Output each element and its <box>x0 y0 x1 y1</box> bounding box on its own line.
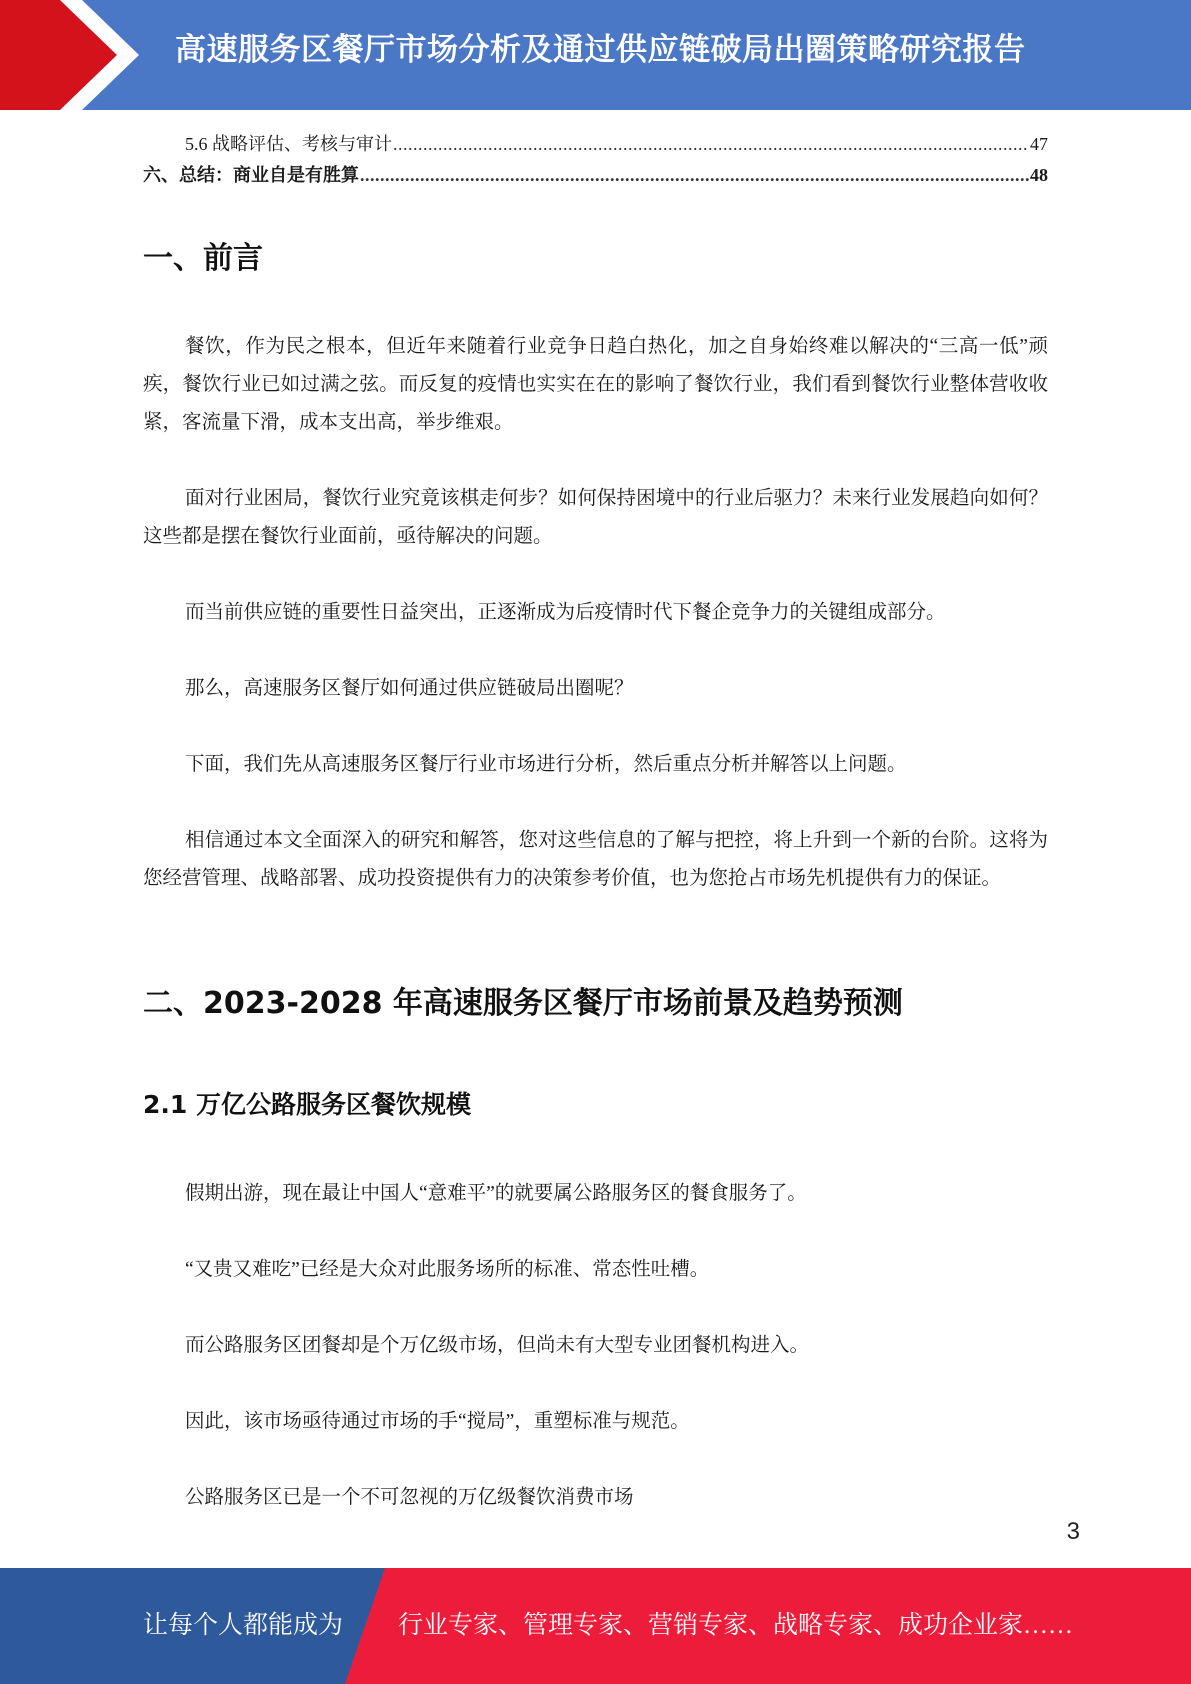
toc-entry[interactable] <box>143 130 1048 161</box>
section-heading-forecast: 二、2023-2028 年高速服务区餐厅市场前景及趋势预测 <box>143 986 903 1021</box>
body-paragraph: “又贵又难吃”已经是大众对此服务场所的标准、常态性吐槽。 <box>185 1259 710 1280</box>
toc-entry-label: 5.6 战略评估、考核与审计 <box>185 134 392 154</box>
page-footer <box>0 1568 1191 1684</box>
page-number: 3 <box>1066 1518 1080 1545</box>
intro-paragraph: 下面，我们先从高速服务区餐厅行业市场进行分析，然后重点分析并解答以上问题。 <box>185 754 907 775</box>
body-paragraph: 因此，该市场亟待通过市场的手“搅局”，重塑标准与规范。 <box>185 1411 690 1432</box>
intro-paragraph: 而当前供应链的重要性日益突出，正逐渐成为后疫情时代下餐企竞争力的关键组成部分。 <box>185 602 946 623</box>
toc-entry-page: 48 <box>1030 165 1048 185</box>
body-paragraph: 而公路服务区团餐却是个万亿级市场，但尚未有大型专业团餐机构进入。 <box>185 1335 810 1356</box>
subsection-heading: 2.1 万亿公路服务区餐饮规模 <box>143 1090 471 1119</box>
footer-slogan-left: 让每个人都能成为 <box>143 1612 344 1639</box>
toc-leader-dots <box>360 165 1029 186</box>
intro-paragraph: 面对行业困局，餐饮行业究竟该棋走何步？如何保持困境中的行业后驱力？未来行业发展趋向如何？这些都是摆在餐饮行业面前，亟待解决的问题。 <box>143 488 1048 547</box>
toc-leader-dots <box>393 134 1029 155</box>
footer-slogan-right: 行业专家、管理专家、营销专家、战略专家、成功企业家…… <box>398 1612 1074 1639</box>
intro-paragraph: 餐饮，作为民之根本，但近年来随着行业竞争日趋白热化，加之自身始终难以解决的“三高一低”顽疾，餐饮行业已如过满之弦。而反复的疫情也实实在在的影响了餐饮行业，我们看到餐饮行业整体营收收紧，客流量下滑，成本支出高，举步维艰。 <box>143 336 1048 433</box>
header-arrow-decoration <box>0 0 160 110</box>
report-title: 高速服务区餐厅市场分析及通过供应链破局出圈策略研究报告 <box>175 32 1026 68</box>
toc-entry-page: 47 <box>1030 134 1048 154</box>
intro-paragraph: 那么，高速服务区餐厅如何通过供应链破局出圈呢？ <box>185 678 634 699</box>
toc-entry[interactable] <box>143 161 1048 192</box>
body-paragraph: 公路服务区已是一个不可忽视的万亿级餐饮消费市场 <box>185 1487 634 1508</box>
page-header <box>0 0 1191 110</box>
body-paragraph: 假期出游，现在最让中国人“意难平”的就要属公路服务区的餐食服务了。 <box>185 1183 807 1204</box>
section-heading-intro: 一、前言 <box>143 241 263 276</box>
table-of-contents <box>143 130 1048 192</box>
toc-entry-label: 六、总结：商业自是有胜算 <box>143 165 359 185</box>
intro-paragraph: 相信通过本文全面深入的研究和解答，您对这些信息的了解与把控，将上升到一个新的台阶。这将为您经营管理、战略部署、成功投资提供有力的决策参考价值，也为您抢占市场先机提供有力的保证。 <box>143 830 1048 889</box>
